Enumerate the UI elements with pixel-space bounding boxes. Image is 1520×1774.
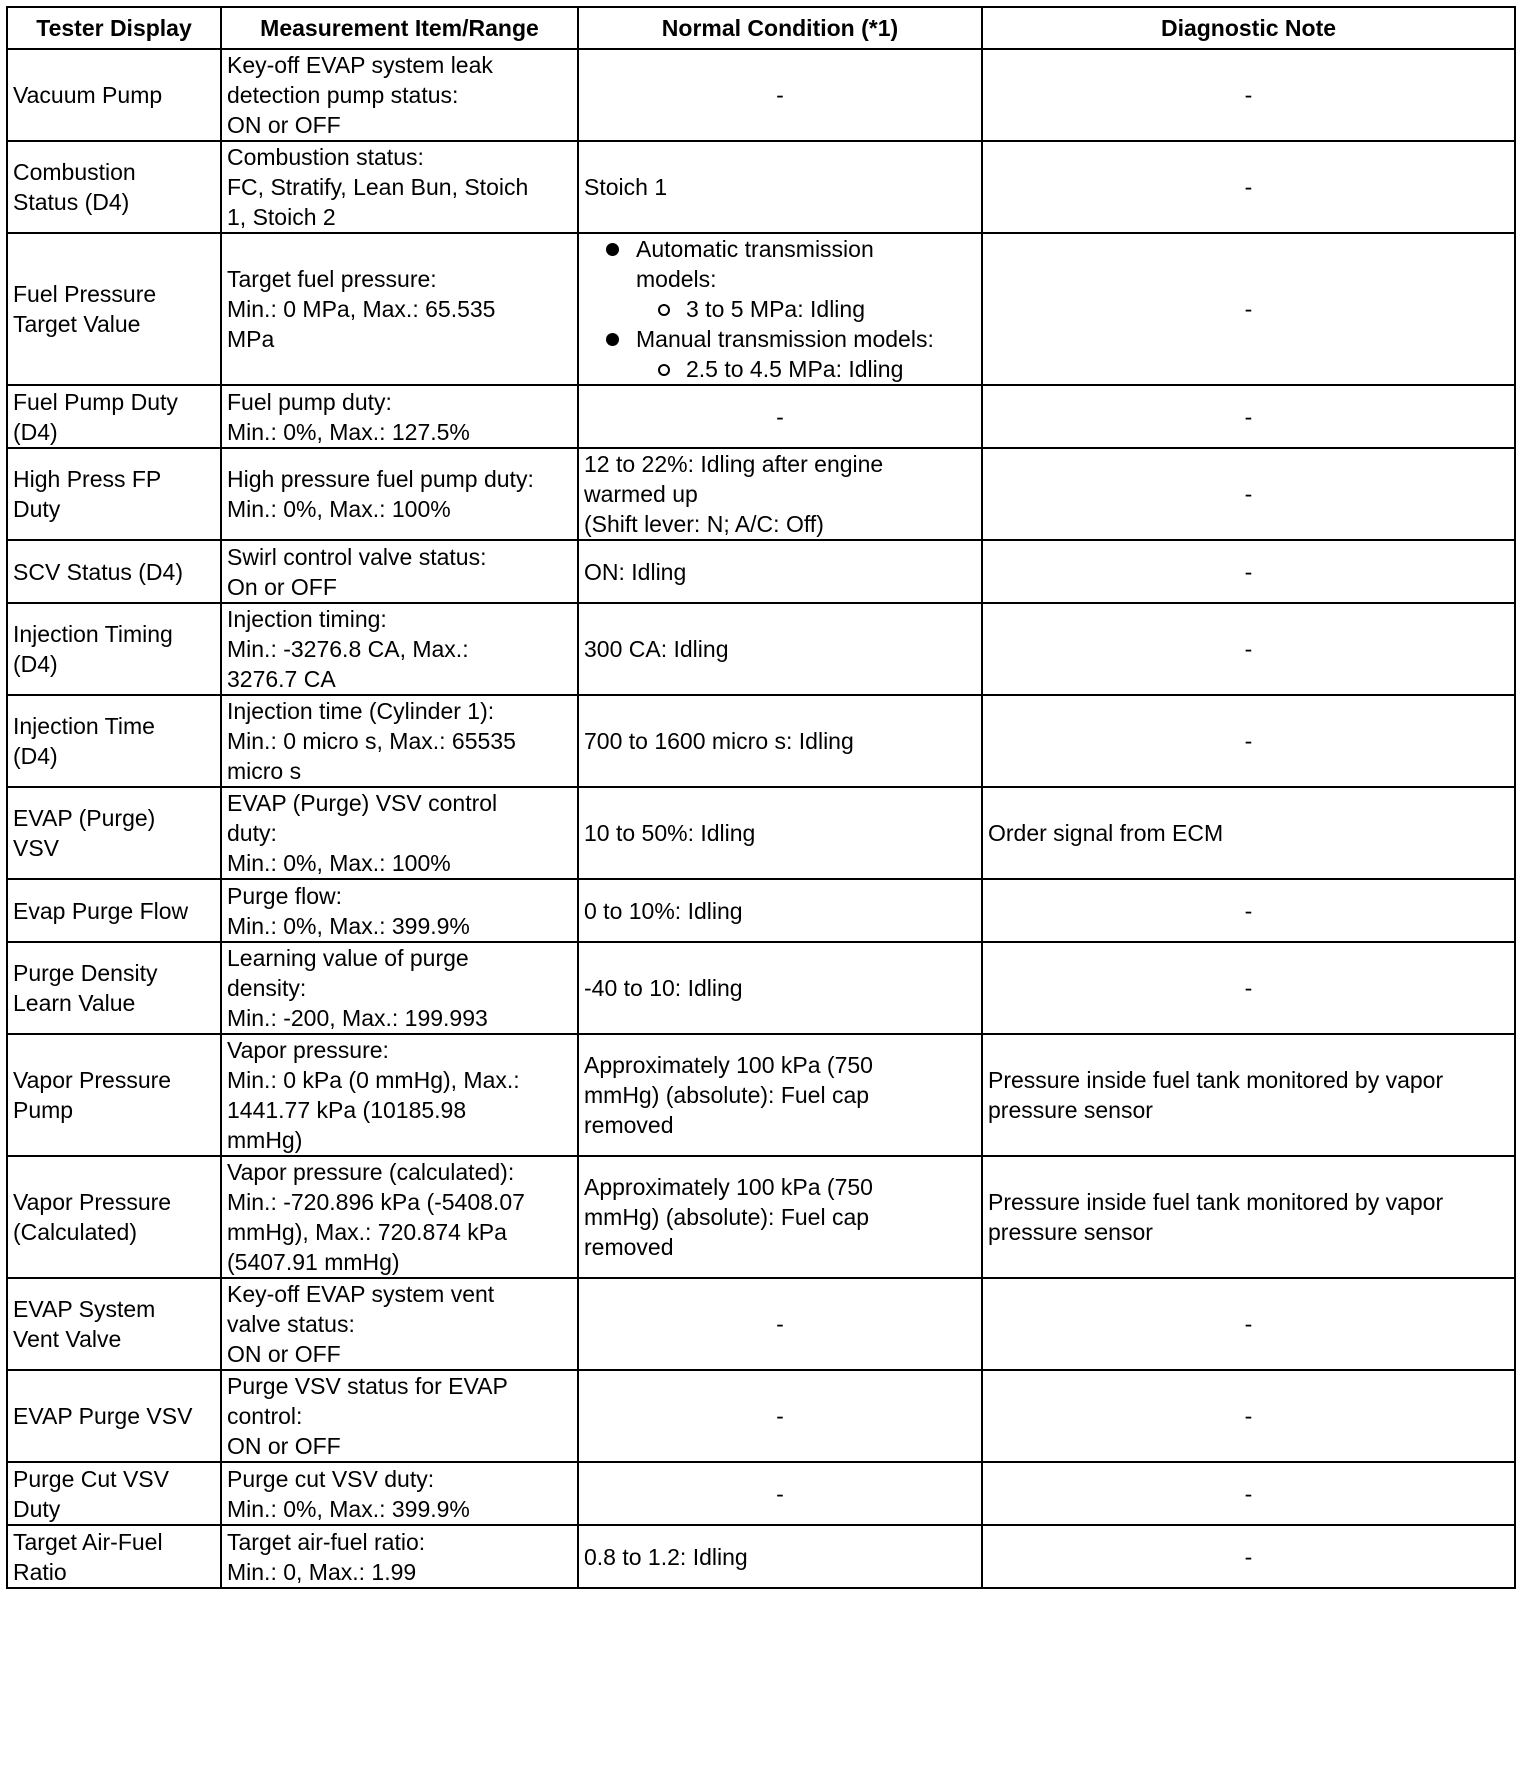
- data-list-table-container: [6, 6, 1514, 1589]
- measurement-range-cell: Injection timing: Min.: -3276.8 CA, Max.: 3276.7 CA: [221, 603, 578, 695]
- normal-condition-cell: -: [578, 1278, 982, 1370]
- diagnostic-note-cell: -: [982, 233, 1515, 385]
- tester-display-cell: Purge Cut VSV Duty: [7, 1462, 221, 1525]
- diagnostic-note-cell: -: [982, 448, 1515, 540]
- measurement-range-cell: Combustion status: FC, Stratify, Lean Bun, Stoich 1, Stoich 2: [221, 141, 578, 233]
- measurement-range-cell: Learning value of purge density: Min.: -200, Max.: 199.993: [221, 942, 578, 1034]
- condition-value: 3 to 5 MPa: Idling: [686, 296, 865, 322]
- normal-condition-cell: -: [578, 1462, 982, 1525]
- normal-condition-cell: 0 to 10%: Idling: [578, 879, 982, 942]
- header-measurement-item: Measurement Item/Range: [221, 7, 578, 49]
- table-row: [7, 448, 1515, 540]
- tester-display-cell: Vacuum Pump: [7, 49, 221, 141]
- table-row: [7, 1156, 1515, 1278]
- data-list-table: [6, 6, 1516, 1589]
- tester-display-cell: Vapor Pressure (Calculated): [7, 1156, 221, 1278]
- table-row: [7, 1278, 1515, 1370]
- diagnostic-note-cell: -: [982, 879, 1515, 942]
- measurement-range-cell: EVAP (Purge) VSV control duty: Min.: 0%, Max.: 100%: [221, 787, 578, 879]
- diagnostic-note-cell: -: [982, 1525, 1515, 1588]
- table-row: [7, 233, 1515, 385]
- normal-condition-cell: -: [578, 49, 982, 141]
- tester-display-cell: Injection Timing (D4): [7, 603, 221, 695]
- diagnostic-note-cell: -: [982, 603, 1515, 695]
- table-row: [7, 695, 1515, 787]
- tester-display-cell: Target Air-Fuel Ratio: [7, 1525, 221, 1588]
- measurement-range-cell: Target fuel pressure: Min.: 0 MPa, Max.: 65.535 MPa: [221, 233, 578, 385]
- measurement-range-cell: Vapor pressure (calculated): Min.: -720.896 kPa (-5408.07 mmHg), Max.: 720.874 kPa (5407.91 mmHg): [221, 1156, 578, 1278]
- normal-condition-cell: -: [578, 1370, 982, 1462]
- table-row: [7, 1462, 1515, 1525]
- condition-sub-list: [636, 294, 976, 324]
- normal-condition-cell: 700 to 1600 micro s: Idling: [578, 695, 982, 787]
- table-row: [7, 141, 1515, 233]
- list-item: [636, 294, 976, 324]
- normal-condition-cell: -: [578, 385, 982, 448]
- normal-condition-cell: ON: Idling: [578, 540, 982, 603]
- header-diagnostic-note: Diagnostic Note: [982, 7, 1515, 49]
- condition-bullet-list: [584, 234, 976, 384]
- condition-label: Manual transmission models:: [636, 326, 934, 352]
- normal-condition-cell: 12 to 22%: Idling after engine warmed up (Shift lever: N; A/C: Off): [578, 448, 982, 540]
- tester-display-cell: Combustion Status (D4): [7, 141, 221, 233]
- measurement-range-cell: Purge flow: Min.: 0%, Max.: 399.9%: [221, 879, 578, 942]
- normal-condition-cell: 0.8 to 1.2: Idling: [578, 1525, 982, 1588]
- tester-display-cell: High Press FP Duty: [7, 448, 221, 540]
- measurement-range-cell: Target air-fuel ratio: Min.: 0, Max.: 1.99: [221, 1525, 578, 1588]
- tester-display-cell: SCV Status (D4): [7, 540, 221, 603]
- condition-sub-list: [636, 354, 976, 384]
- table-row: [7, 879, 1515, 942]
- tester-display-cell: Fuel Pressure Target Value: [7, 233, 221, 385]
- normal-condition-cell: Approximately 100 kPa (750 mmHg) (absolute): Fuel cap removed: [578, 1156, 982, 1278]
- diagnostic-note-cell: -: [982, 385, 1515, 448]
- measurement-range-cell: Injection time (Cylinder 1): Min.: 0 micro s, Max.: 65535 micro s: [221, 695, 578, 787]
- tester-display-cell: Fuel Pump Duty (D4): [7, 385, 221, 448]
- list-item: [584, 234, 976, 324]
- list-item: [636, 354, 976, 384]
- measurement-range-cell: Purge cut VSV duty: Min.: 0%, Max.: 399.9%: [221, 1462, 578, 1525]
- normal-condition-cell: 10 to 50%: Idling: [578, 787, 982, 879]
- diagnostic-note-cell: -: [982, 49, 1515, 141]
- table-row: [7, 540, 1515, 603]
- table-row: [7, 603, 1515, 695]
- measurement-range-cell: Key-off EVAP system vent valve status: ON or OFF: [221, 1278, 578, 1370]
- header-row: [7, 7, 1515, 49]
- diagnostic-note-cell: -: [982, 141, 1515, 233]
- diagnostic-note-cell: -: [982, 540, 1515, 603]
- tester-display-cell: EVAP (Purge) VSV: [7, 787, 221, 879]
- measurement-range-cell: Purge VSV status for EVAP control: ON or OFF: [221, 1370, 578, 1462]
- diagnostic-note-cell: -: [982, 1278, 1515, 1370]
- measurement-range-cell: Vapor pressure: Min.: 0 kPa (0 mmHg), Max.: 1441.77 kPa (10185.98 mmHg): [221, 1034, 578, 1156]
- condition-value: 2.5 to 4.5 MPa: Idling: [686, 356, 904, 382]
- table-row: [7, 385, 1515, 448]
- tester-display-cell: EVAP System Vent Valve: [7, 1278, 221, 1370]
- tester-display-cell: Injection Time (D4): [7, 695, 221, 787]
- bullet-icon: [606, 333, 619, 346]
- diagnostic-note-cell: Pressure inside fuel tank monitored by vapor pressure sensor: [982, 1034, 1515, 1156]
- tester-display-cell: Vapor Pressure Pump: [7, 1034, 221, 1156]
- diagnostic-note-cell: -: [982, 1462, 1515, 1525]
- diagnostic-note-cell: -: [982, 1370, 1515, 1462]
- diagnostic-note-cell: Pressure inside fuel tank monitored by vapor pressure sensor: [982, 1156, 1515, 1278]
- table-row: [7, 1034, 1515, 1156]
- measurement-range-cell: Key-off EVAP system leak detection pump status: ON or OFF: [221, 49, 578, 141]
- tester-display-cell: EVAP Purge VSV: [7, 1370, 221, 1462]
- normal-condition-cell: Stoich 1: [578, 141, 982, 233]
- measurement-range-cell: Swirl control valve status: On or OFF: [221, 540, 578, 603]
- table-row: [7, 942, 1515, 1034]
- normal-condition-cell: Approximately 100 kPa (750 mmHg) (absolute): Fuel cap removed: [578, 1034, 982, 1156]
- table-row: [7, 1525, 1515, 1588]
- diagnostic-note-cell: -: [982, 695, 1515, 787]
- normal-condition-cell: 300 CA: Idling: [578, 603, 982, 695]
- measurement-range-cell: Fuel pump duty: Min.: 0%, Max.: 127.5%: [221, 385, 578, 448]
- bullet-icon: [606, 243, 619, 256]
- tester-display-cell: Purge Density Learn Value: [7, 942, 221, 1034]
- header-normal-condition: Normal Condition (*1): [578, 7, 982, 49]
- tester-display-cell: Evap Purge Flow: [7, 879, 221, 942]
- diagnostic-note-cell: -: [982, 942, 1515, 1034]
- list-item: [584, 324, 976, 384]
- measurement-range-cell: High pressure fuel pump duty: Min.: 0%, Max.: 100%: [221, 448, 578, 540]
- table-row: [7, 49, 1515, 141]
- table-row: [7, 1370, 1515, 1462]
- diagnostic-note-cell: Order signal from ECM: [982, 787, 1515, 879]
- normal-condition-cell: -40 to 10: Idling: [578, 942, 982, 1034]
- condition-label: Automatic transmission models:: [636, 236, 874, 292]
- hollow-bullet-icon: [658, 364, 670, 376]
- header-tester-display: Tester Display: [7, 7, 221, 49]
- hollow-bullet-icon: [658, 304, 670, 316]
- table-row: [7, 787, 1515, 879]
- normal-condition-cell: [578, 233, 982, 385]
